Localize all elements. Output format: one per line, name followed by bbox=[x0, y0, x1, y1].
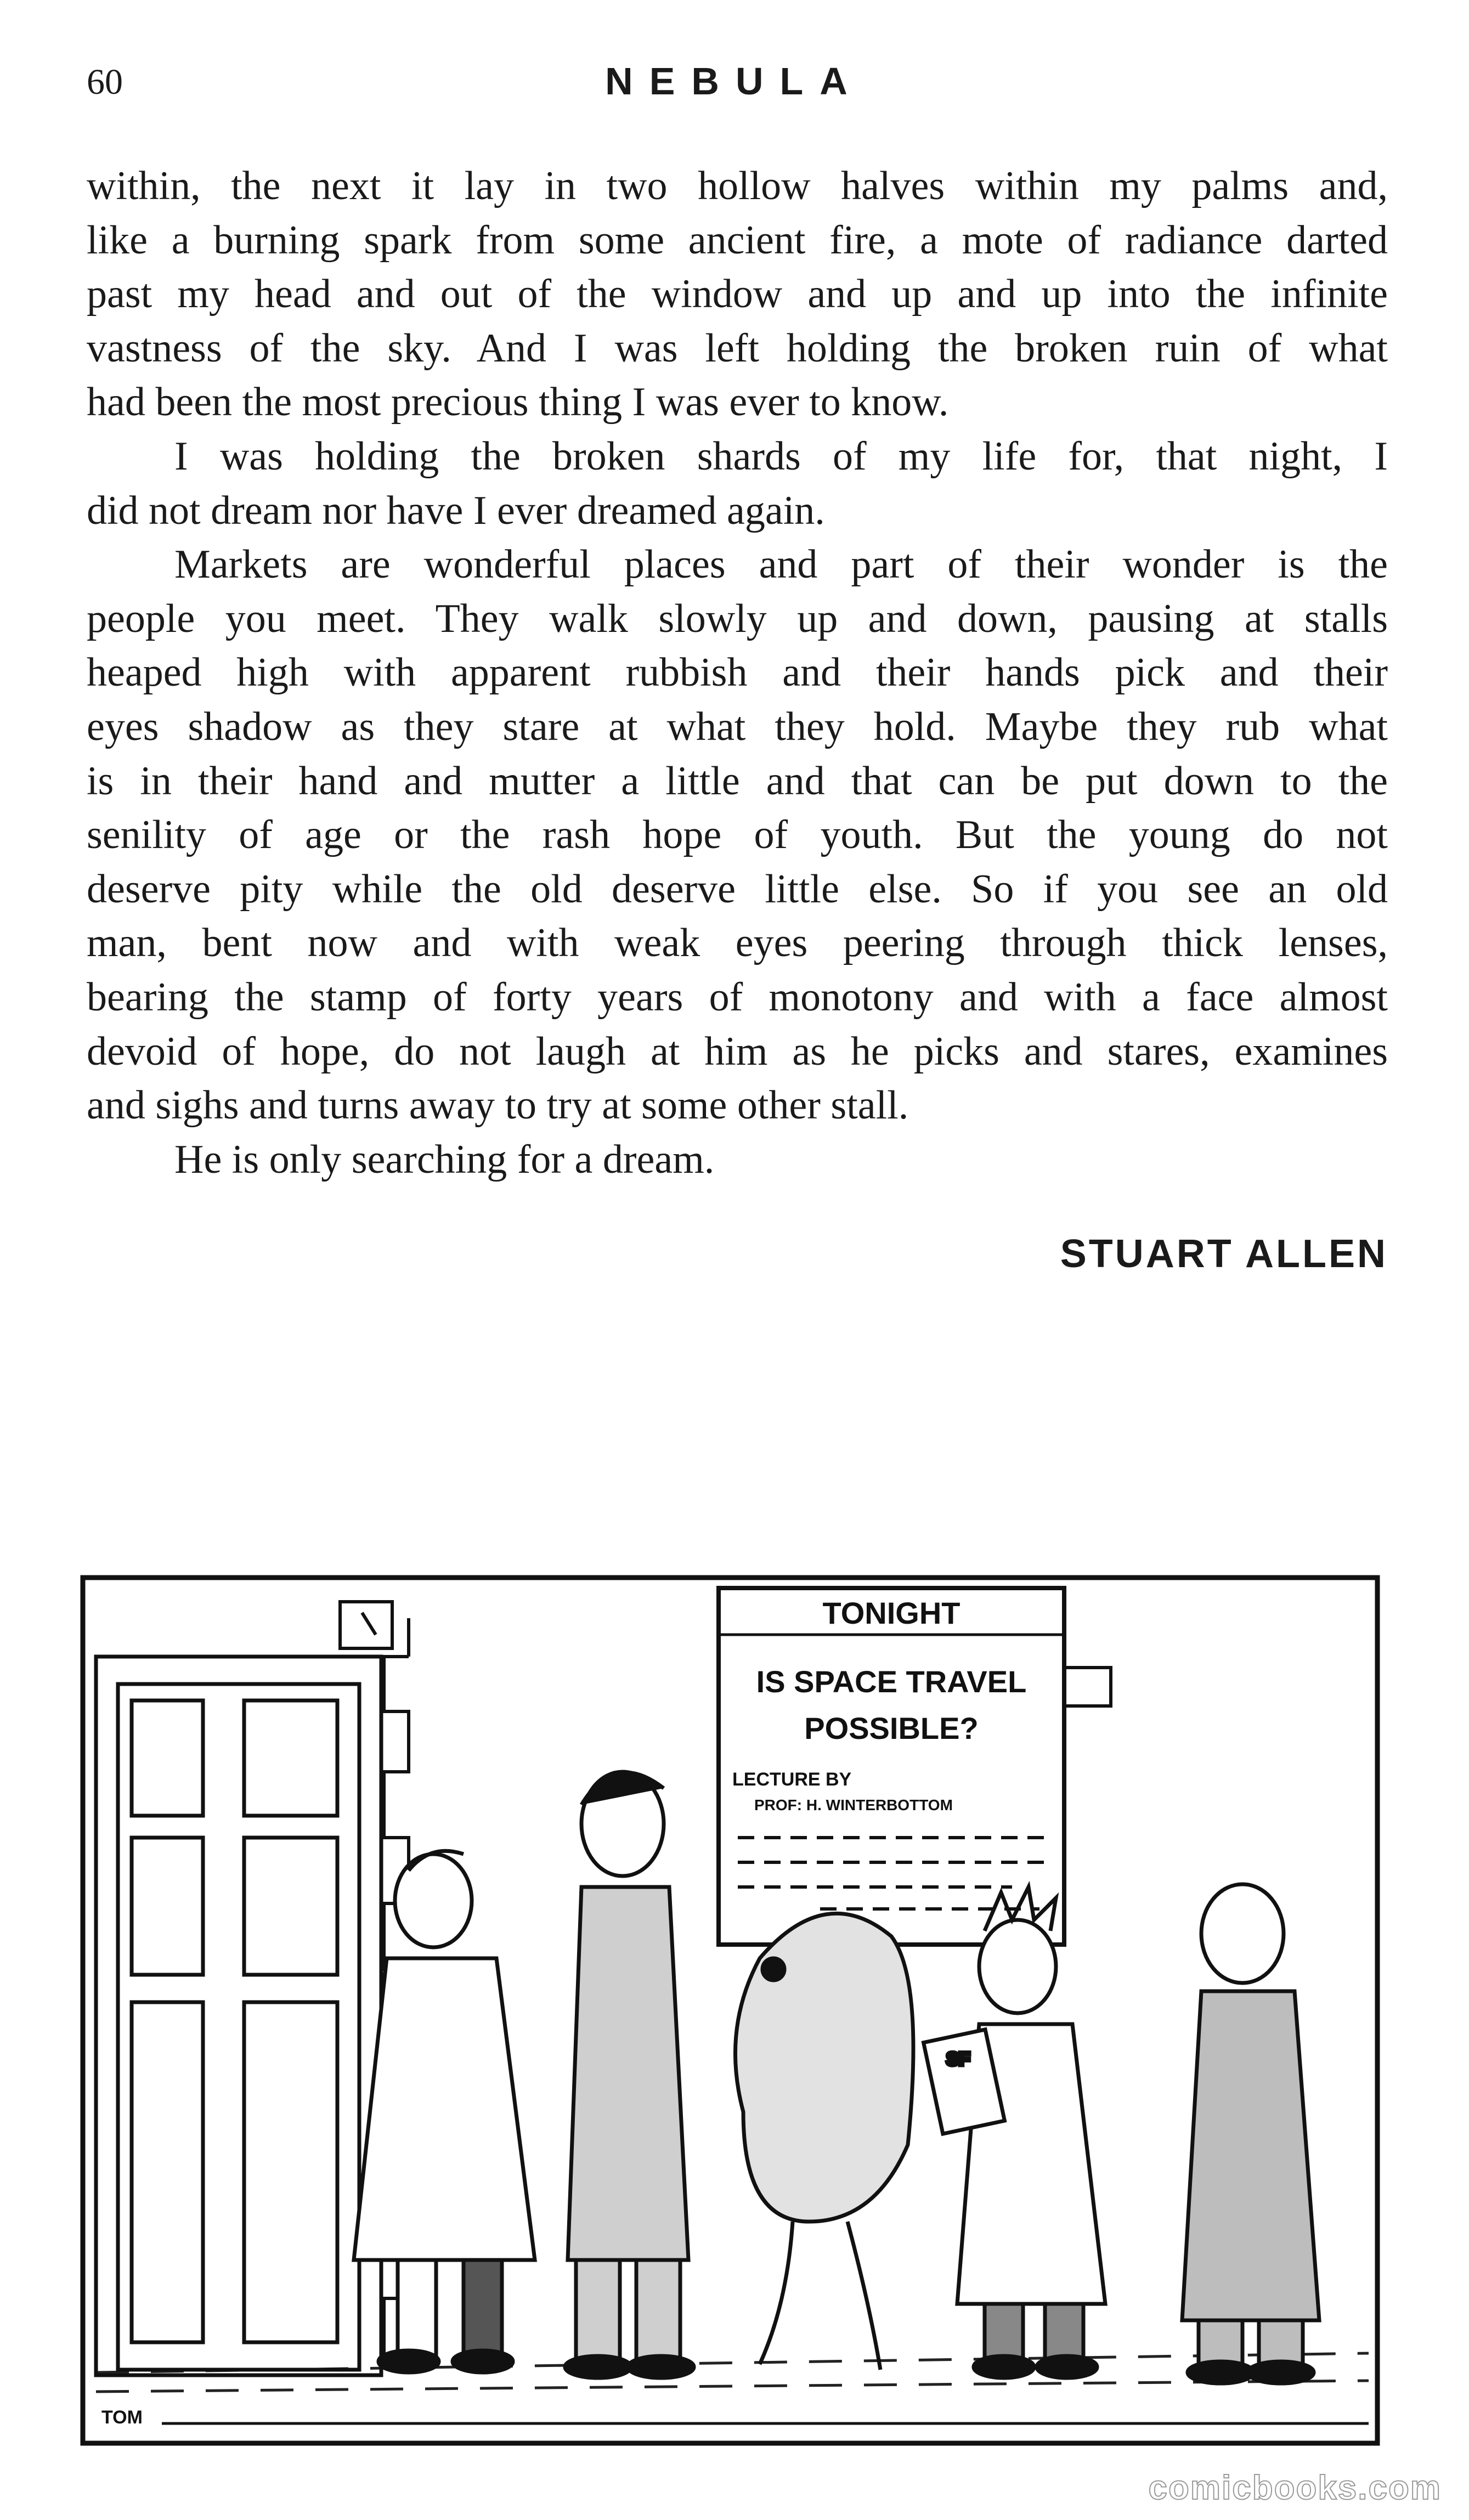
article-body bbox=[87, 159, 1388, 1186]
body-line: devoid of hope, do not laugh at him as he picks and stares, examines bbox=[87, 1029, 1388, 1074]
page-number: 60 bbox=[87, 62, 123, 102]
body-line: senility of age or the rash hope of youth. But the young do not bbox=[87, 812, 1388, 858]
body-line: man, bent now and with weak eyes peering through thick lenses, bbox=[87, 920, 1388, 966]
poster-line-5: PROF: H. WINTERBOTTOM bbox=[754, 1796, 953, 1813]
poster-line-1: TONIGHT bbox=[822, 1596, 960, 1630]
poster-line-4: LECTURE BY bbox=[732, 1769, 852, 1790]
body-line: within, the next it lay in two hollow halves within my palms and, bbox=[87, 163, 1388, 208]
running-head: NEBULA bbox=[605, 60, 864, 103]
body-line: eyes shadow as they stare at what they hold. Maybe they rub what bbox=[87, 704, 1388, 749]
artist-signature: TOM bbox=[101, 2407, 143, 2428]
magazine-label: SF bbox=[946, 2049, 970, 2070]
body-line: He is only searching for a dream. bbox=[174, 1137, 715, 1182]
body-line: did not dream nor have I ever dreamed again. bbox=[87, 488, 825, 533]
body-line: past my head and out of the window and up and up into the infinite bbox=[87, 272, 1388, 317]
author-byline: STUART ALLEN bbox=[1060, 1232, 1388, 1276]
body-line: like a burning spark from some ancient fire, a mote of radiance darted bbox=[87, 217, 1388, 263]
poster-line-3: POSSIBLE? bbox=[804, 1711, 979, 1745]
body-line: people you meet. They walk slowly up and down, pausing at stalls bbox=[87, 596, 1388, 641]
cartoon-illustration bbox=[80, 1574, 1381, 2446]
body-line: I was holding the broken shards of my life for, that night, I bbox=[174, 433, 1388, 479]
body-line: heaped high with apparent rubbish and their hands pick and their bbox=[87, 650, 1388, 696]
body-line: had been the most precious thing I was ever to know. bbox=[87, 380, 949, 425]
lecture-poster bbox=[719, 1588, 1111, 1945]
body-line: Markets are wonderful places and part of their wonder is the bbox=[174, 542, 1388, 587]
body-line: deserve pity while the old deserve little else. So if you see an old bbox=[87, 866, 1388, 912]
body-line: vastness of the sky. And I was left holding the broken ruin of what bbox=[87, 325, 1388, 371]
body-line: and sighs and turns away to try at some other stall. bbox=[87, 1083, 909, 1128]
watermark: comicbooks.com bbox=[1148, 2469, 1442, 2507]
poster-line-2: IS SPACE TRAVEL bbox=[756, 1664, 1027, 1699]
body-line: bearing the stamp of forty years of monotony and with a face almost bbox=[87, 974, 1388, 1020]
body-line: is in their hand and mutter a little and that can be put down to the bbox=[87, 758, 1388, 804]
